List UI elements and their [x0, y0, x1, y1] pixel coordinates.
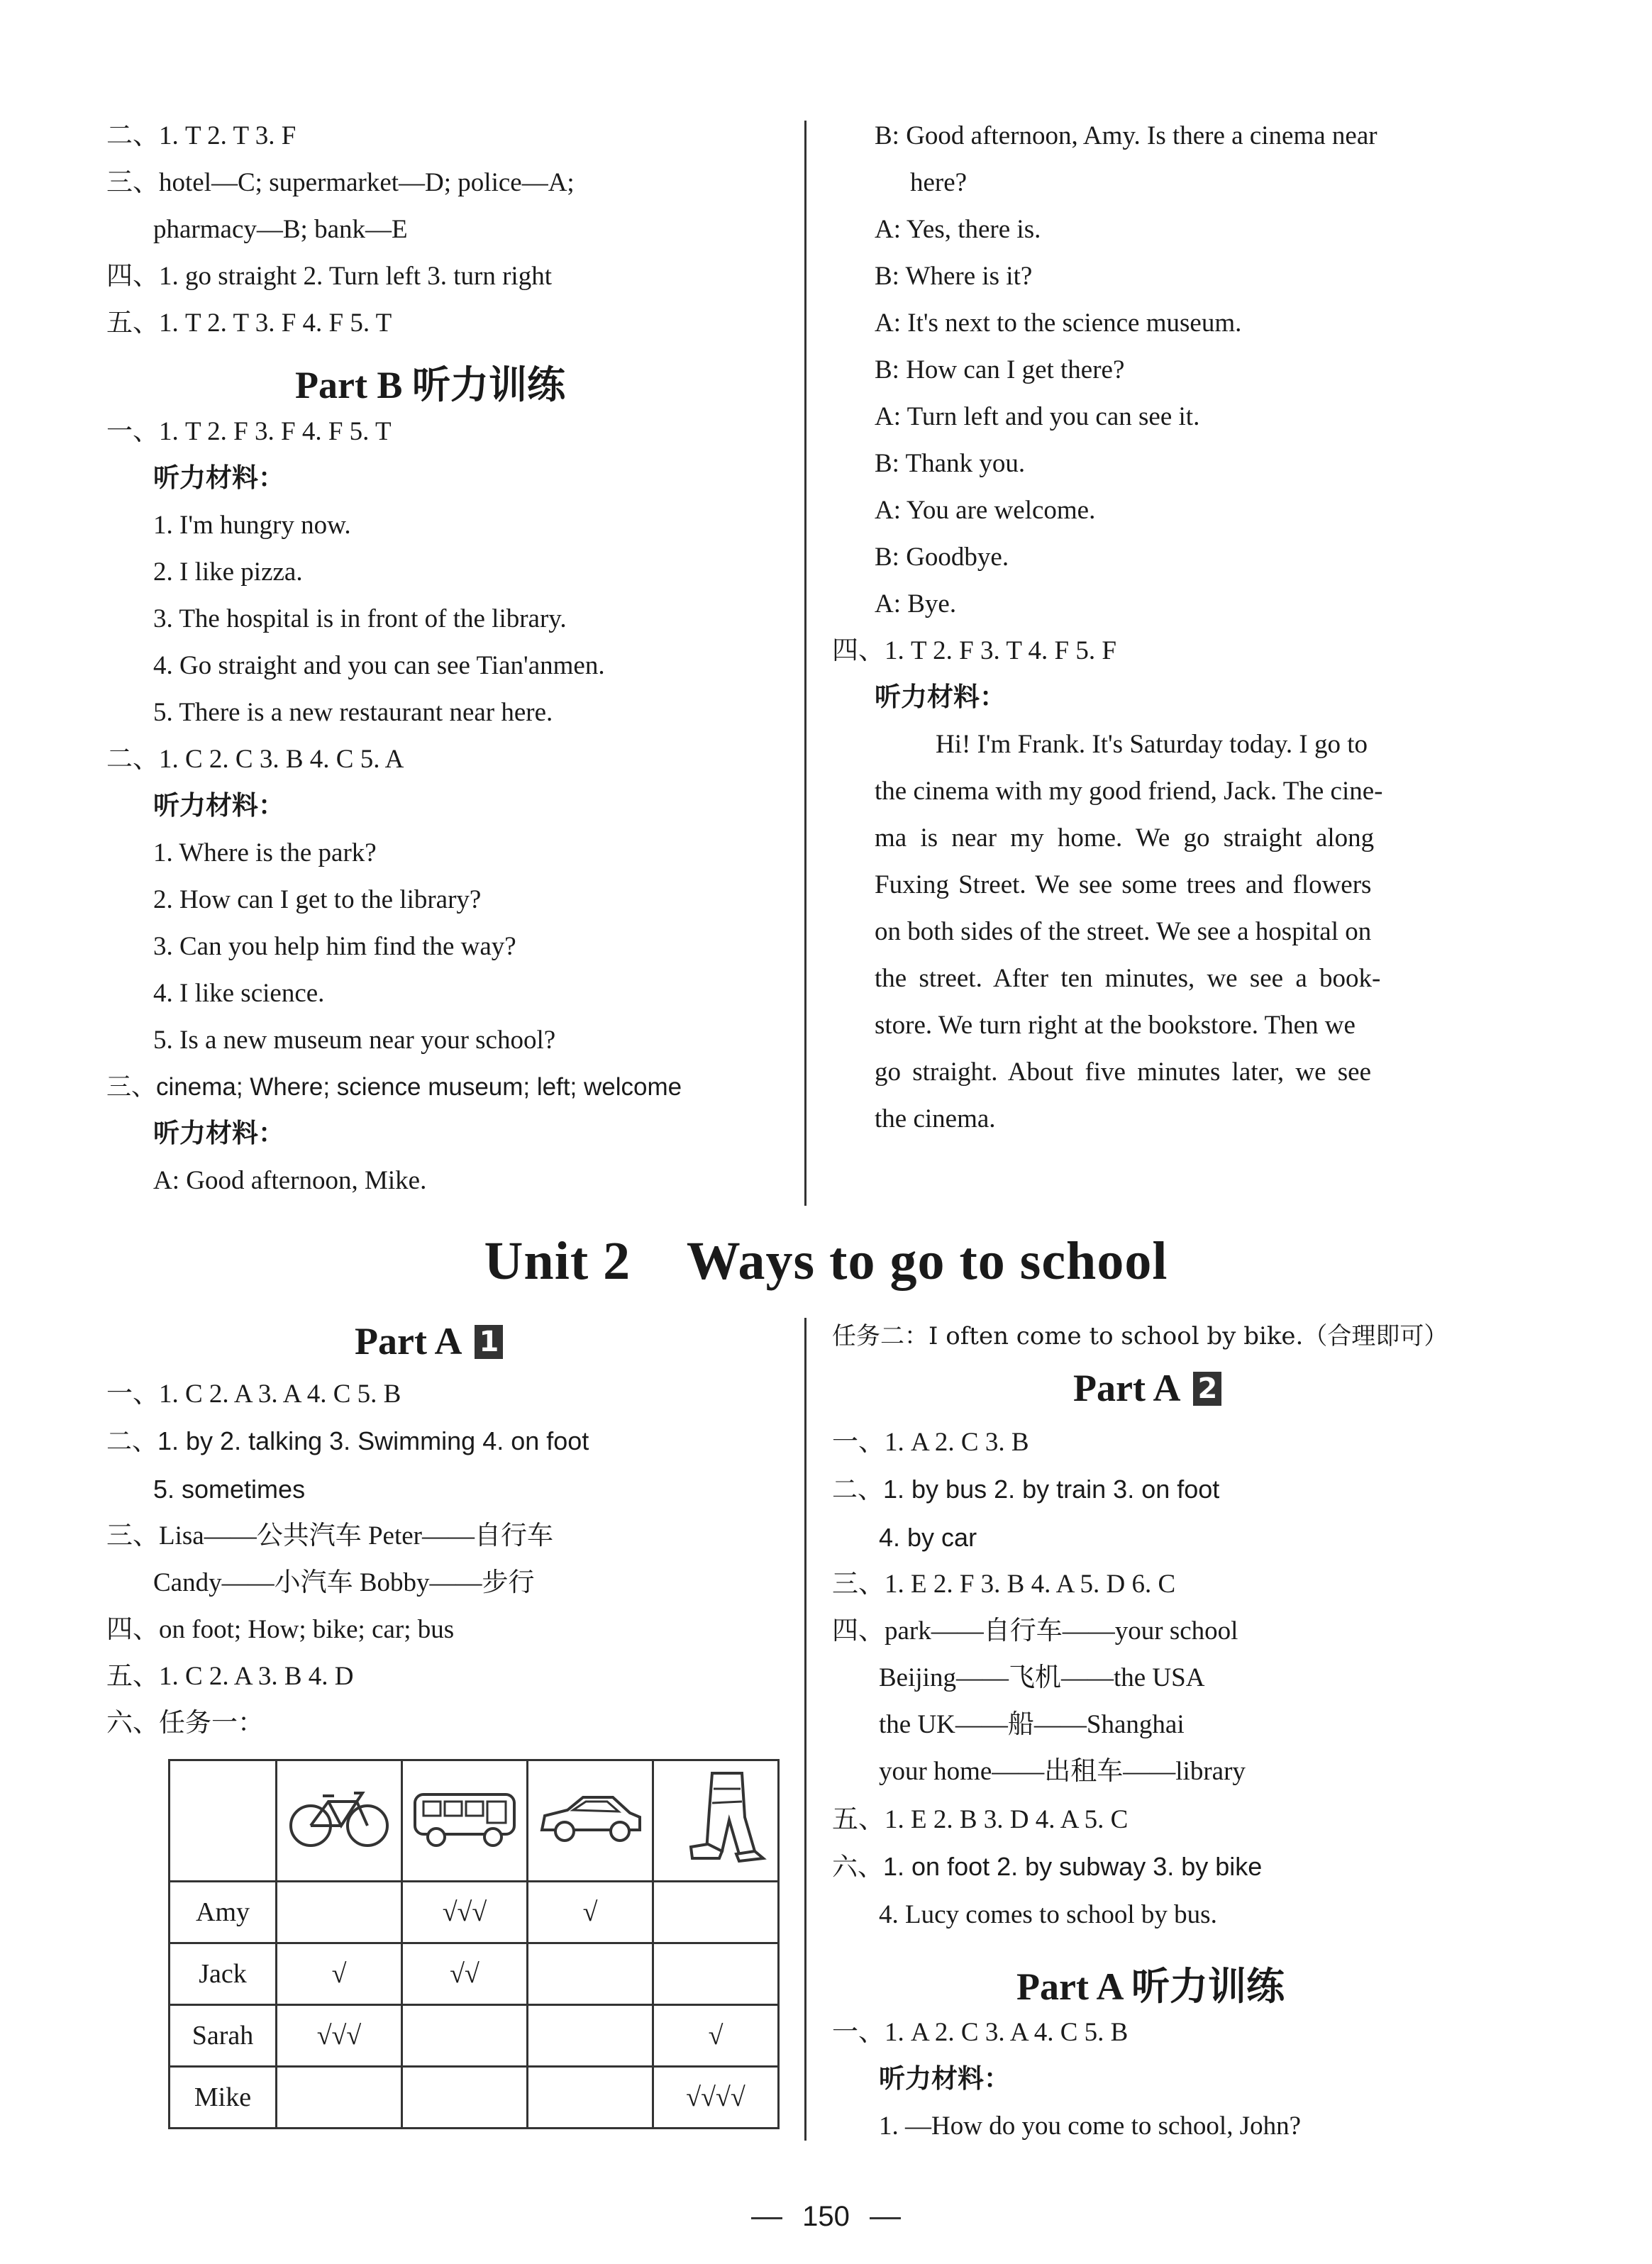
answer-line: 一、1. A 2. C 3. A 4. C 5. B	[832, 2018, 1129, 2047]
passage-line: on both sides of the street. We see a hospital on	[875, 917, 1372, 946]
answer-line: 三、hotel—C; supermarket—D; police—A;	[106, 168, 575, 197]
script-line: 2. How can I get to the library?	[153, 885, 482, 914]
table-cell	[402, 2067, 528, 2129]
passage-line: the cinema.	[875, 1104, 996, 1133]
walking-icon	[653, 1760, 779, 1882]
table-row	[170, 2067, 779, 2129]
dialogue-line: A: Yes, there is.	[875, 215, 1041, 244]
answer-line: your home——出租车——library	[879, 1757, 1246, 1786]
page-number	[0, 2201, 1652, 2233]
dialogue-line: B: How can I get there?	[875, 355, 1125, 384]
table-cell: √	[653, 2005, 779, 2067]
script-line: 3. The hospital is in front of the library.	[153, 604, 567, 633]
table-row	[170, 2005, 779, 2067]
bus-icon	[402, 1760, 528, 1882]
listening-material-label: 听力材料：	[875, 683, 1006, 712]
answer-line: 一、1. C 2. A 3. A 4. C 5. B	[106, 1380, 401, 1409]
answer-line: 六、任务一：	[106, 1709, 264, 1738]
answer-line: 一、1. T 2. F 3. F 4. F 5. T	[106, 417, 392, 446]
column-divider	[804, 121, 806, 1206]
table-cell	[528, 1943, 653, 2005]
section-heading: Part A 1	[355, 1319, 503, 1363]
table-cell	[528, 2005, 653, 2067]
answer-line: 5. sometimes	[153, 1475, 306, 1504]
table-cell: √√√	[277, 2005, 402, 2067]
section-heading: Part A 听力训练	[1016, 1965, 1285, 2008]
section-heading: Part A 2	[1073, 1366, 1221, 1410]
dialogue-line: A: It's next to the science museum.	[875, 309, 1242, 338]
dialogue-line: A: You are welcome.	[875, 496, 1096, 525]
passage-line: ma is near my home. We go straight along	[875, 823, 1375, 853]
table-cell: √√	[402, 1943, 528, 2005]
answer-line: 4. by car	[879, 1523, 977, 1552]
passage-line: store. We turn right at the bookstore. Then we	[875, 1011, 1356, 1040]
listening-material-label: 听力材料：	[879, 2065, 1010, 2094]
script-line: 1. Where is the park?	[153, 838, 377, 867]
answer-line: pharmacy—B; bank—E	[153, 215, 408, 244]
answer-line: 三、Lisa——公共汽车 Peter——自行车	[106, 1521, 553, 1550]
table-cell	[653, 1882, 779, 1943]
listening-material-label: 听力材料：	[153, 464, 284, 493]
passage-line: the cinema with my good friend, Jack. The cine-	[875, 777, 1383, 806]
table-cell	[277, 2067, 402, 2129]
task-two-answer: 任务二：I often come to school by bike.（合理即可）	[832, 1322, 1448, 1350]
table-corner-cell	[170, 1760, 277, 1882]
car-icon	[528, 1760, 653, 1882]
answer-line: Candy——小汽车 Bobby——步行	[153, 1568, 535, 1597]
answer-line: 二、1. T 2. T 3. F	[106, 121, 296, 150]
table-cell: √	[528, 1882, 653, 1943]
table-cell: √√√	[402, 1882, 528, 1943]
table-header-row	[170, 1760, 779, 1882]
answer-line: 三、cinema; Where; science museum; left; welcome	[106, 1073, 682, 1101]
student-name: Jack	[170, 1943, 277, 2005]
script-line: 2. I like pizza.	[153, 557, 303, 587]
script-line: 1. I'm hungry now.	[153, 511, 351, 540]
dialogue-line: A: Turn left and you can see it.	[875, 402, 1200, 431]
answer-line: 三、1. E 2. F 3. B 4. A 5. D 6. C	[832, 1570, 1176, 1599]
answer-line: 四、park——自行车——your school	[832, 1616, 1238, 1646]
passage-line: the street. After ten minutes, we see a book-	[875, 964, 1381, 993]
answer-line: 二、1. by bus 2. by train 3. on foot	[832, 1475, 1220, 1504]
student-name: Amy	[170, 1882, 277, 1943]
student-name: Mike	[170, 2067, 277, 2129]
passage-line: Hi! I'm Frank. It's Saturday today. I go to	[936, 730, 1368, 759]
answer-line: 五、1. C 2. A 3. B 4. D	[106, 1662, 354, 1691]
answer-line: the UK——船——Shanghai	[879, 1710, 1185, 1739]
dialogue-line: A: Bye.	[875, 589, 957, 618]
answer-line: 四、1. go straight 2. Turn left 3. turn right	[106, 262, 552, 291]
table-cell	[653, 1943, 779, 2005]
page-number-dash	[751, 2217, 782, 2219]
passage-line: go straight. About five minutes later, we see	[875, 1058, 1372, 1087]
table-cell: √	[277, 1943, 402, 2005]
script-line: A: Good afternoon, Mike.	[153, 1166, 427, 1195]
answer-line: 六、1. on foot 2. by subway 3. by bike	[832, 1852, 1263, 1881]
table-row	[170, 1943, 779, 2005]
table-cell	[277, 1882, 402, 1943]
listening-material-label: 听力材料：	[153, 1119, 284, 1148]
bicycle-icon	[277, 1760, 402, 1882]
table-row	[170, 1882, 779, 1943]
answer-line: 四、1. T 2. F 3. T 4. F 5. F	[832, 636, 1116, 665]
dialogue-line: here?	[910, 168, 968, 197]
column-divider	[804, 1318, 806, 2141]
dialogue-line: B: Goodbye.	[875, 543, 1009, 572]
answer-line: 四、on foot; How; bike; car; bus	[106, 1615, 455, 1644]
dialogue-line: B: Thank you.	[875, 449, 1026, 478]
script-line: 4. Go straight and you can see Tian'anmen.	[153, 651, 605, 680]
answer-line: 4. Lucy comes to school by bus.	[879, 1900, 1217, 1929]
answer-line: 一、1. A 2. C 3. B	[832, 1428, 1029, 1457]
section-heading: Part B 听力训练	[295, 364, 565, 406]
script-line: 1. —How do you come to school, John?	[879, 2112, 1302, 2141]
page-number-text: 150	[802, 2201, 850, 2232]
transport-table	[168, 1759, 780, 2129]
table-cell	[402, 2005, 528, 2067]
answer-line: 五、1. T 2. T 3. F 4. F 5. T	[106, 309, 392, 338]
answer-line: 五、1. E 2. B 3. D 4. A 5. C	[832, 1805, 1129, 1834]
part-number-box: 1	[475, 1325, 503, 1359]
answer-line: 二、1. by 2. talking 3. Swimming 4. on foot	[106, 1426, 589, 1455]
script-line: 3. Can you help him find the way?	[153, 932, 516, 961]
script-line: 5. There is a new restaurant near here.	[153, 698, 553, 727]
listening-material-label: 听力材料：	[153, 792, 284, 821]
student-name: Sarah	[170, 2005, 277, 2067]
passage-line: Fuxing Street. We see some trees and flowers	[875, 870, 1372, 899]
dialogue-line: B: Good afternoon, Amy. Is there a cinema near	[875, 121, 1377, 150]
script-line: 4. I like science.	[153, 979, 325, 1008]
table-cell	[528, 2067, 653, 2129]
dialogue-line: B: Where is it?	[875, 262, 1033, 291]
script-line: 5. Is a new museum near your school?	[153, 1026, 556, 1055]
part-number-box: 2	[1193, 1372, 1221, 1406]
unit-title: Unit 2 Ways to go to school	[484, 1231, 1168, 1291]
answer-line: Beijing——飞机——the USA	[879, 1663, 1205, 1692]
page-number-dash	[870, 2217, 901, 2219]
table-cell: √√√√	[653, 2067, 779, 2129]
answer-line: 二、1. C 2. C 3. B 4. C 5. A	[106, 745, 404, 774]
